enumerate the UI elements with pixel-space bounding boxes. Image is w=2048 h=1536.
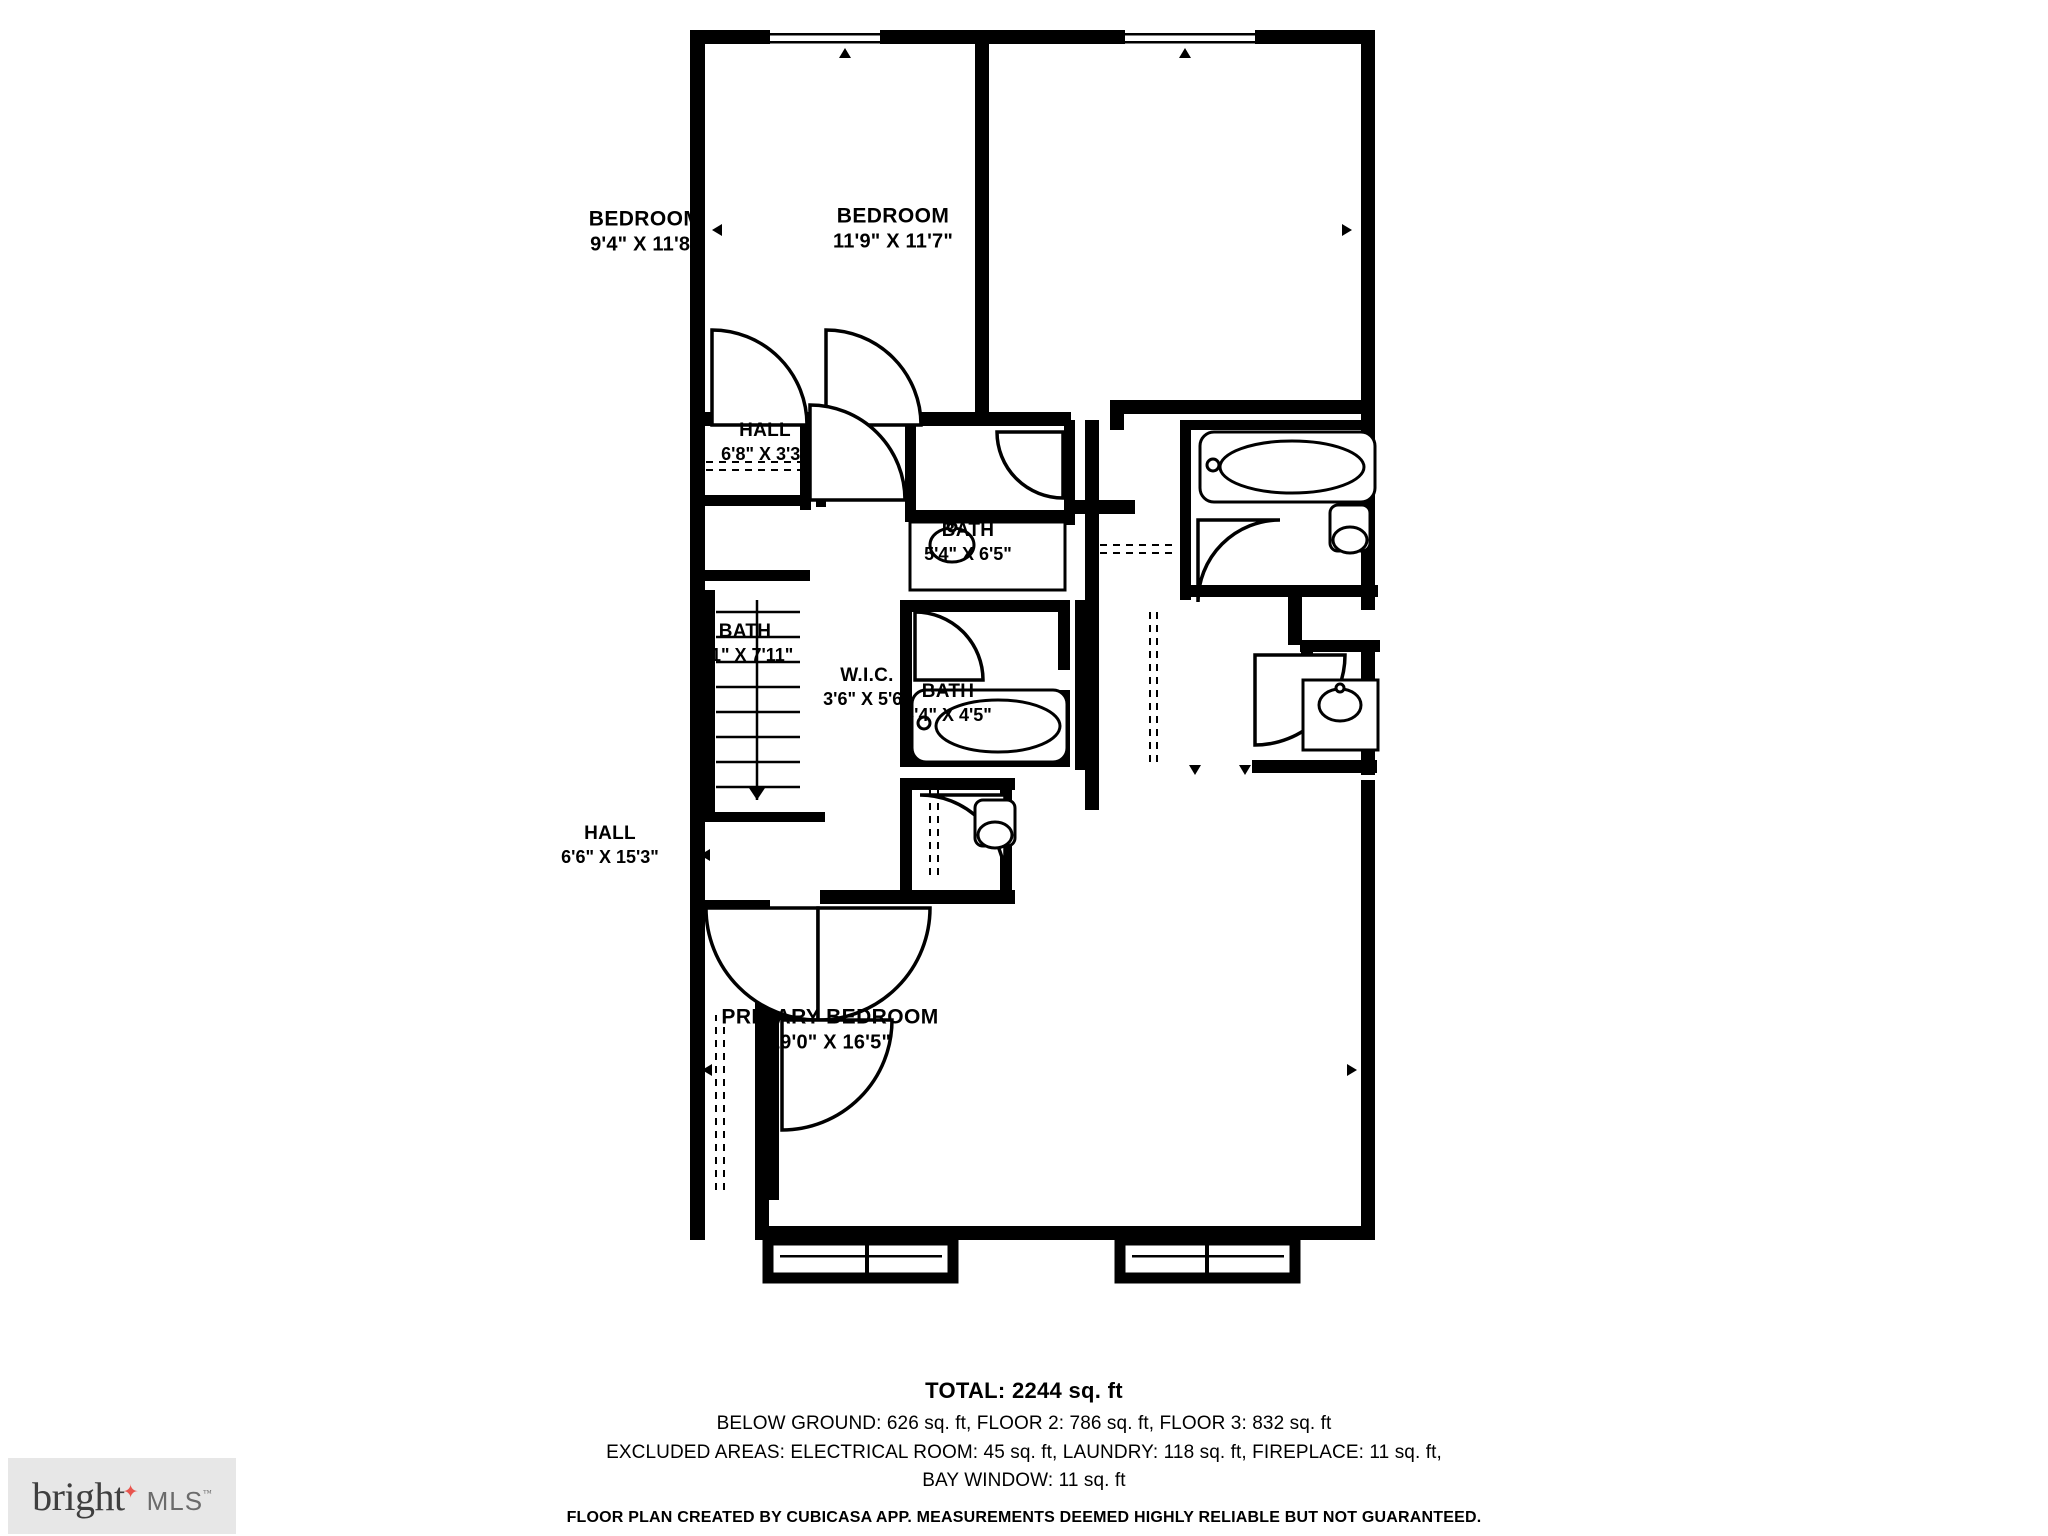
room-name: HALL xyxy=(584,822,636,844)
room-name: BEDROOM xyxy=(588,207,702,231)
room-name: BATH xyxy=(941,519,995,541)
logo-brand-text: bright xyxy=(32,1473,125,1519)
room-label xyxy=(823,664,911,710)
area-summary xyxy=(0,1378,2048,1496)
room-label xyxy=(721,419,809,465)
floor-breakdown: BELOW GROUND: 626 sq. ft, FLOOR 2: 786 sq. ft, FLOOR 3: 832 sq. ft xyxy=(716,1413,1332,1434)
room-label xyxy=(697,620,794,666)
room-dimensions: 5'4" X 4'5" xyxy=(904,704,992,725)
trademark-symbol: ™ xyxy=(203,1487,212,1498)
room-dimensions: 3'6" X 5'6" xyxy=(823,688,911,709)
room-name: BEDROOM xyxy=(836,204,950,228)
room-name: PRIMARY BEDROOM xyxy=(721,1005,939,1029)
room-dimensions: 5'4" X 6'5" xyxy=(924,543,1012,564)
disclaimer-text: FLOOR PLAN CREATED BY CUBICASA APP. MEASUREMENTS DEEMED HIGHLY RELIABLE BUT NOT GUARANTEED. xyxy=(566,1509,1482,1526)
excluded-areas-line-2: BAY WINDOW: 11 sq. ft xyxy=(922,1470,1126,1491)
room-dimensions: 11'9" X 11'7" xyxy=(832,230,954,253)
room-dimensions: 19'0" X 16'5" xyxy=(768,1031,892,1054)
excluded-areas-line-1: EXCLUDED AREAS: ELECTRICAL ROOM: 45 sq. ft, LAUNDRY: 118 sq. ft, FIREPLACE: 11 sq. ft, xyxy=(606,1441,1442,1463)
room-dimensions: 5'1" X 7'11" xyxy=(696,644,794,665)
logo-suffix-text: MLS xyxy=(146,1485,204,1516)
walls-layer xyxy=(690,28,1380,1278)
room-name: HALL xyxy=(739,419,791,441)
room-dimensions: 6'8" X 3'3" xyxy=(721,443,809,464)
total-area: TOTAL: 2244 sq. ft xyxy=(925,1378,1123,1403)
room-name: BATH xyxy=(718,620,772,642)
room-label xyxy=(833,203,953,254)
room-label xyxy=(561,822,659,868)
room-label xyxy=(904,680,992,726)
star-icon: ✦ xyxy=(122,1481,139,1503)
room-label xyxy=(924,519,1012,565)
bright-mls-logo xyxy=(8,1458,236,1534)
room-name: BATH xyxy=(921,680,975,702)
room-label xyxy=(589,206,701,257)
room-dimensions: 9'4" X 11'8" xyxy=(590,233,700,256)
room-label xyxy=(721,1004,938,1055)
room-dimensions: 6'6" X 15'3" xyxy=(561,846,659,867)
room-name: W.I.C. xyxy=(840,664,894,686)
